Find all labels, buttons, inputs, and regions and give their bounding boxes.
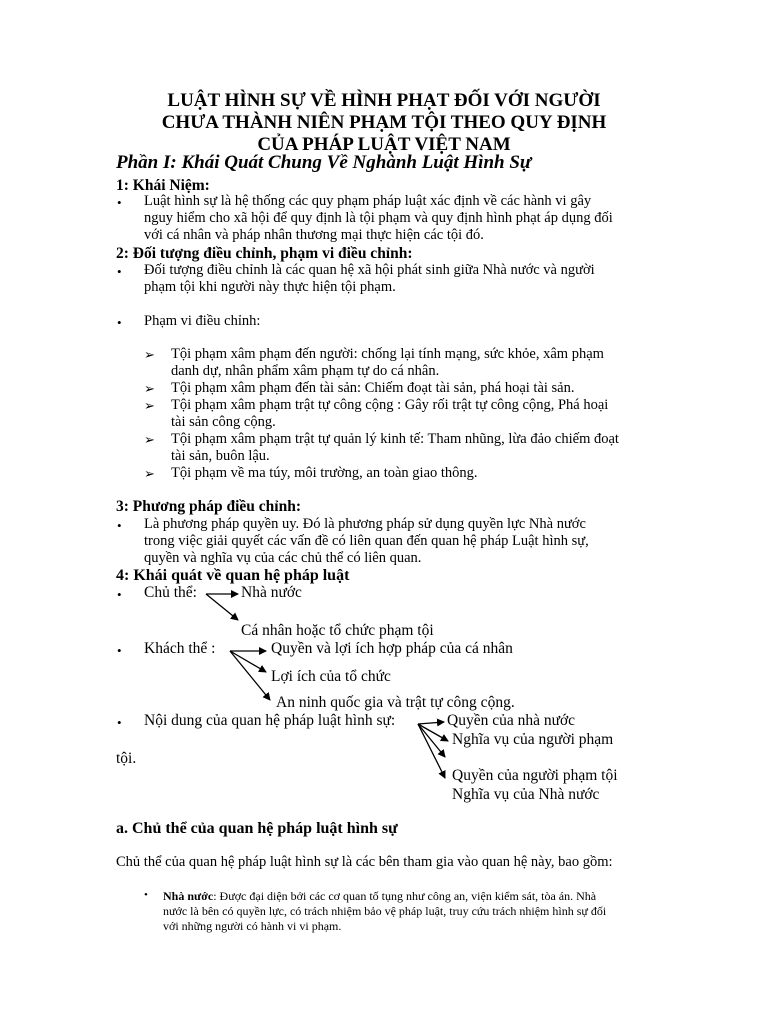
section-1-text: nguy hiểm cho xã hội để quy định là tội phạm và quy định hình phạt áp dụng đối [144,210,613,226]
object-national-security: An ninh quốc gia và trật tự công cộng. [276,694,515,711]
content-state-rights: Quyền của nhà nước [447,712,576,729]
arrow-to-state-rights [418,722,444,724]
document-title-line-1: LUẬT HÌNH SỰ VỀ HÌNH PHẠT ĐỐI VỚI NGƯỜI [167,90,601,111]
section-2-text: phạm tội khi người này thực hiện tội phạm. [144,279,396,295]
subject-label: Chủ thể: [144,584,197,601]
section-1-text: Luật hình sự là hệ thống các quy phạm pháp luật xác định về các hành vi gây [144,193,592,209]
scope-label: Phạm vi điều chỉnh: [144,313,261,329]
scope-item: Tội phạm về ma túy, môi trường, an toàn giao thông. [171,465,478,481]
section-4-heading: 4: Khái quát về quan hệ pháp luật [116,567,350,584]
bullet-icon: • [117,643,122,658]
object-label: Khách thể : [144,640,216,657]
scope-item: Tội phạm xâm phạm trật tự quản lý kinh tế: Tham nhũng, lừa đảo chiếm đoạt [171,431,619,447]
section-1-text: với cá nhân và pháp nhân thương mại thực hiện các tội đó. [144,227,484,243]
bullet-icon: • [117,195,122,210]
section-a-intro: Chủ thể của quan hệ pháp luật hình sự là các bên tham gia vào quan hệ này, bao gồm: [116,854,613,870]
subject-offender: Cá nhân hoặc tổ chức phạm tội [241,622,434,639]
section-3-text: Là phương pháp quyền uy. Đó là phương pháp sử dụng quyền lực Nhà nước [144,516,586,532]
section-2-text: Đối tượng điều chỉnh là các quan hệ xã hội phát sinh giữa Nhà nước và người [144,262,595,278]
state-item [163,889,596,904]
content-label: Nội dung của quan hệ pháp luật hình sự: [144,712,396,729]
content-continuation: tội. [116,750,137,767]
state-item-text: với những người có hành vi vi phạm. [163,919,342,933]
scope-item: Tội phạm xâm phạm trật tự công cộng : Gây rối trật tự công cộng, Phá hoại [171,397,609,413]
document-title-line-2: CHƯA THÀNH NIÊN PHẠM TỘI THEO QUY ĐỊNH [161,112,607,133]
arrow-bullet-icon: ➢ [144,347,155,362]
arrow-bullet-icon: ➢ [144,466,155,481]
bullet-icon: • [117,715,122,730]
section-1-heading: 1: Khái Niệm: [116,177,210,194]
bullet-icon: • [117,315,122,330]
arrow-to-national-security [230,651,270,700]
bullet-icon: • [117,264,122,279]
scope-item: tài sản công cộng. [171,414,276,430]
section-a-heading: a. Chủ thể của quan hệ pháp luật hình sự [116,820,398,837]
state-item-term: Nhà nước [163,889,214,903]
section-3-heading: 3: Phương pháp điều chỉnh: [116,498,302,515]
arrow-to-offender [206,594,238,620]
object-individual-rights: Quyền và lợi ích hợp pháp của cá nhân [271,640,513,657]
part-heading: Phần I: Khái Quát Chung Về Nghành Luật Hình Sự [116,152,532,173]
subject-state: Nhà nước [241,584,302,601]
bullet-icon: • [144,889,148,901]
content-state-duty: Nghĩa vụ của Nhà nước [452,786,600,803]
arrow-bullet-icon: ➢ [144,432,155,447]
arrow-bullet-icon: ➢ [144,381,155,396]
object-organization-interest: Lợi ích của tổ chức [271,668,391,685]
content-offender-rights: Quyền của người phạm tội [452,767,618,784]
content-offender-duty: Nghĩa vụ của người phạm [452,731,614,748]
scope-item: danh dự, nhân phẩm xâm phạm tự do cá nhân. [171,363,440,379]
section-3-text: quyền và nghĩa vụ của các chủ thể có liên quan. [144,550,422,566]
bullet-icon: • [117,518,122,533]
state-item-desc: : Được đại diện bởi các cơ quan tố tụng như công an, viện kiểm sát, tòa án. Nhà [213,889,597,903]
section-2-heading: 2: Đối tượng điều chỉnh, phạm vi điều chỉnh: [116,245,413,262]
section-3-text: trong việc giải quyết các vấn đề có liên quan đến quan hệ pháp Luật hình sự, [144,533,589,549]
document-title-line-3: CỦA PHÁP LUẬT VIỆT NAM [257,134,511,155]
scope-item: Tội phạm xâm phạm đến tài sản: Chiếm đoạt tài sản, phá hoại tài sản. [171,380,575,396]
arrow-bullet-icon: ➢ [144,398,155,413]
scope-item: tài sản, buôn lậu. [171,448,270,464]
state-item-text: nước là bên có quyền lực, có trách nhiệm bảo vệ pháp luật, truy cứu trách nhiệm hình sự đối [163,904,607,918]
arrow-to-organization-interest [230,651,266,672]
scope-item: Tội phạm xâm phạm đến người: chống lại tính mạng, sức khỏe, xâm phạm [171,346,604,362]
bullet-icon: • [117,587,122,602]
